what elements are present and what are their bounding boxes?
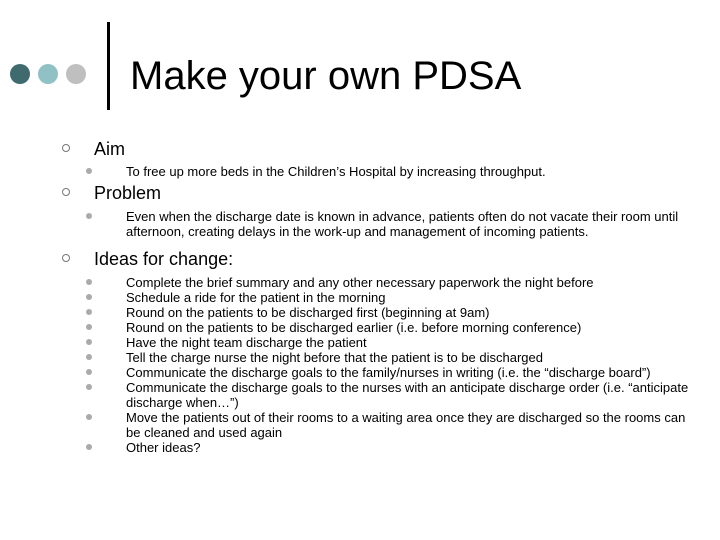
- list-item: [126, 164, 702, 179]
- list-item: [126, 335, 702, 350]
- list-item-text: Have the night team discharge the patient: [126, 335, 367, 350]
- bullet-icon: [86, 294, 92, 300]
- decorative-dots: [10, 64, 100, 86]
- list-item: [126, 410, 702, 440]
- list-item: [126, 440, 702, 455]
- title-divider: [107, 22, 110, 110]
- list-item: [126, 380, 702, 410]
- bullet-icon: [86, 213, 92, 219]
- dot-3: [66, 64, 86, 84]
- bullet-icon: [86, 444, 92, 450]
- section-heading: Aim: [94, 139, 125, 159]
- section-problem: [62, 182, 702, 204]
- section-heading: Problem: [94, 183, 162, 203]
- list-item-text: Complete the brief summary and any other necessary paperwork the night before: [126, 275, 594, 290]
- dot-1: [10, 64, 30, 84]
- section-ideas: [62, 248, 702, 270]
- ideas-list: [62, 275, 702, 455]
- list-item: [126, 320, 702, 335]
- section-bullet-icon: [62, 254, 70, 262]
- list-item-text: To free up more beds in the Children’s Hospital by increasing throughput.: [126, 164, 546, 179]
- list-item-text: Other ideas?: [126, 440, 201, 455]
- section-bullet-icon: [62, 144, 70, 152]
- bullet-icon: [86, 354, 92, 360]
- aim-list: [62, 164, 702, 179]
- list-item-text: Schedule a ride for the patient in the morning: [126, 290, 386, 305]
- list-item-text: Communicate the discharge goals to the nurses with an anticipate discharge order (i.e. “anticipate discharge when…”): [126, 380, 689, 410]
- bullet-icon: [86, 414, 92, 420]
- list-item-text: Move the patients out of their rooms to a waiting area once they are discharged so the rooms can be cleaned and used again: [126, 410, 686, 440]
- list-item: [126, 290, 702, 305]
- list-item: [126, 305, 702, 320]
- bullet-icon: [86, 339, 92, 345]
- bullet-icon: [86, 279, 92, 285]
- section-heading: Ideas for change:: [94, 249, 234, 269]
- bullet-icon: [86, 384, 92, 390]
- bullet-icon: [86, 168, 92, 174]
- list-item-text: Round on the patients to be discharged earlier (i.e. before morning conference): [126, 320, 582, 335]
- list-item: [126, 209, 702, 239]
- list-item-text: Round on the patients to be discharged first (beginning at 9am): [126, 305, 490, 320]
- section-bullet-icon: [62, 188, 70, 196]
- list-item: [126, 350, 702, 365]
- list-item-text: Tell the charge nurse the night before that the patient is to be discharged: [126, 350, 543, 365]
- list-item: [126, 365, 702, 380]
- dot-2: [38, 64, 58, 84]
- section-aim: [62, 138, 702, 160]
- slide-content: [62, 138, 702, 455]
- list-item-text: Even when the discharge date is known in advance, patients often do not vacate their room until afternoon, creating delays in the work-up and management of incoming patients.: [126, 209, 679, 239]
- list-item-text: Communicate the discharge goals to the family/nurses in writing (i.e. the “discharge board”): [126, 365, 651, 380]
- bullet-icon: [86, 369, 92, 375]
- bullet-icon: [86, 309, 92, 315]
- list-item: [126, 275, 702, 290]
- slide-title: Make your own PDSA: [130, 54, 522, 98]
- problem-list: [62, 209, 702, 239]
- bullet-icon: [86, 324, 92, 330]
